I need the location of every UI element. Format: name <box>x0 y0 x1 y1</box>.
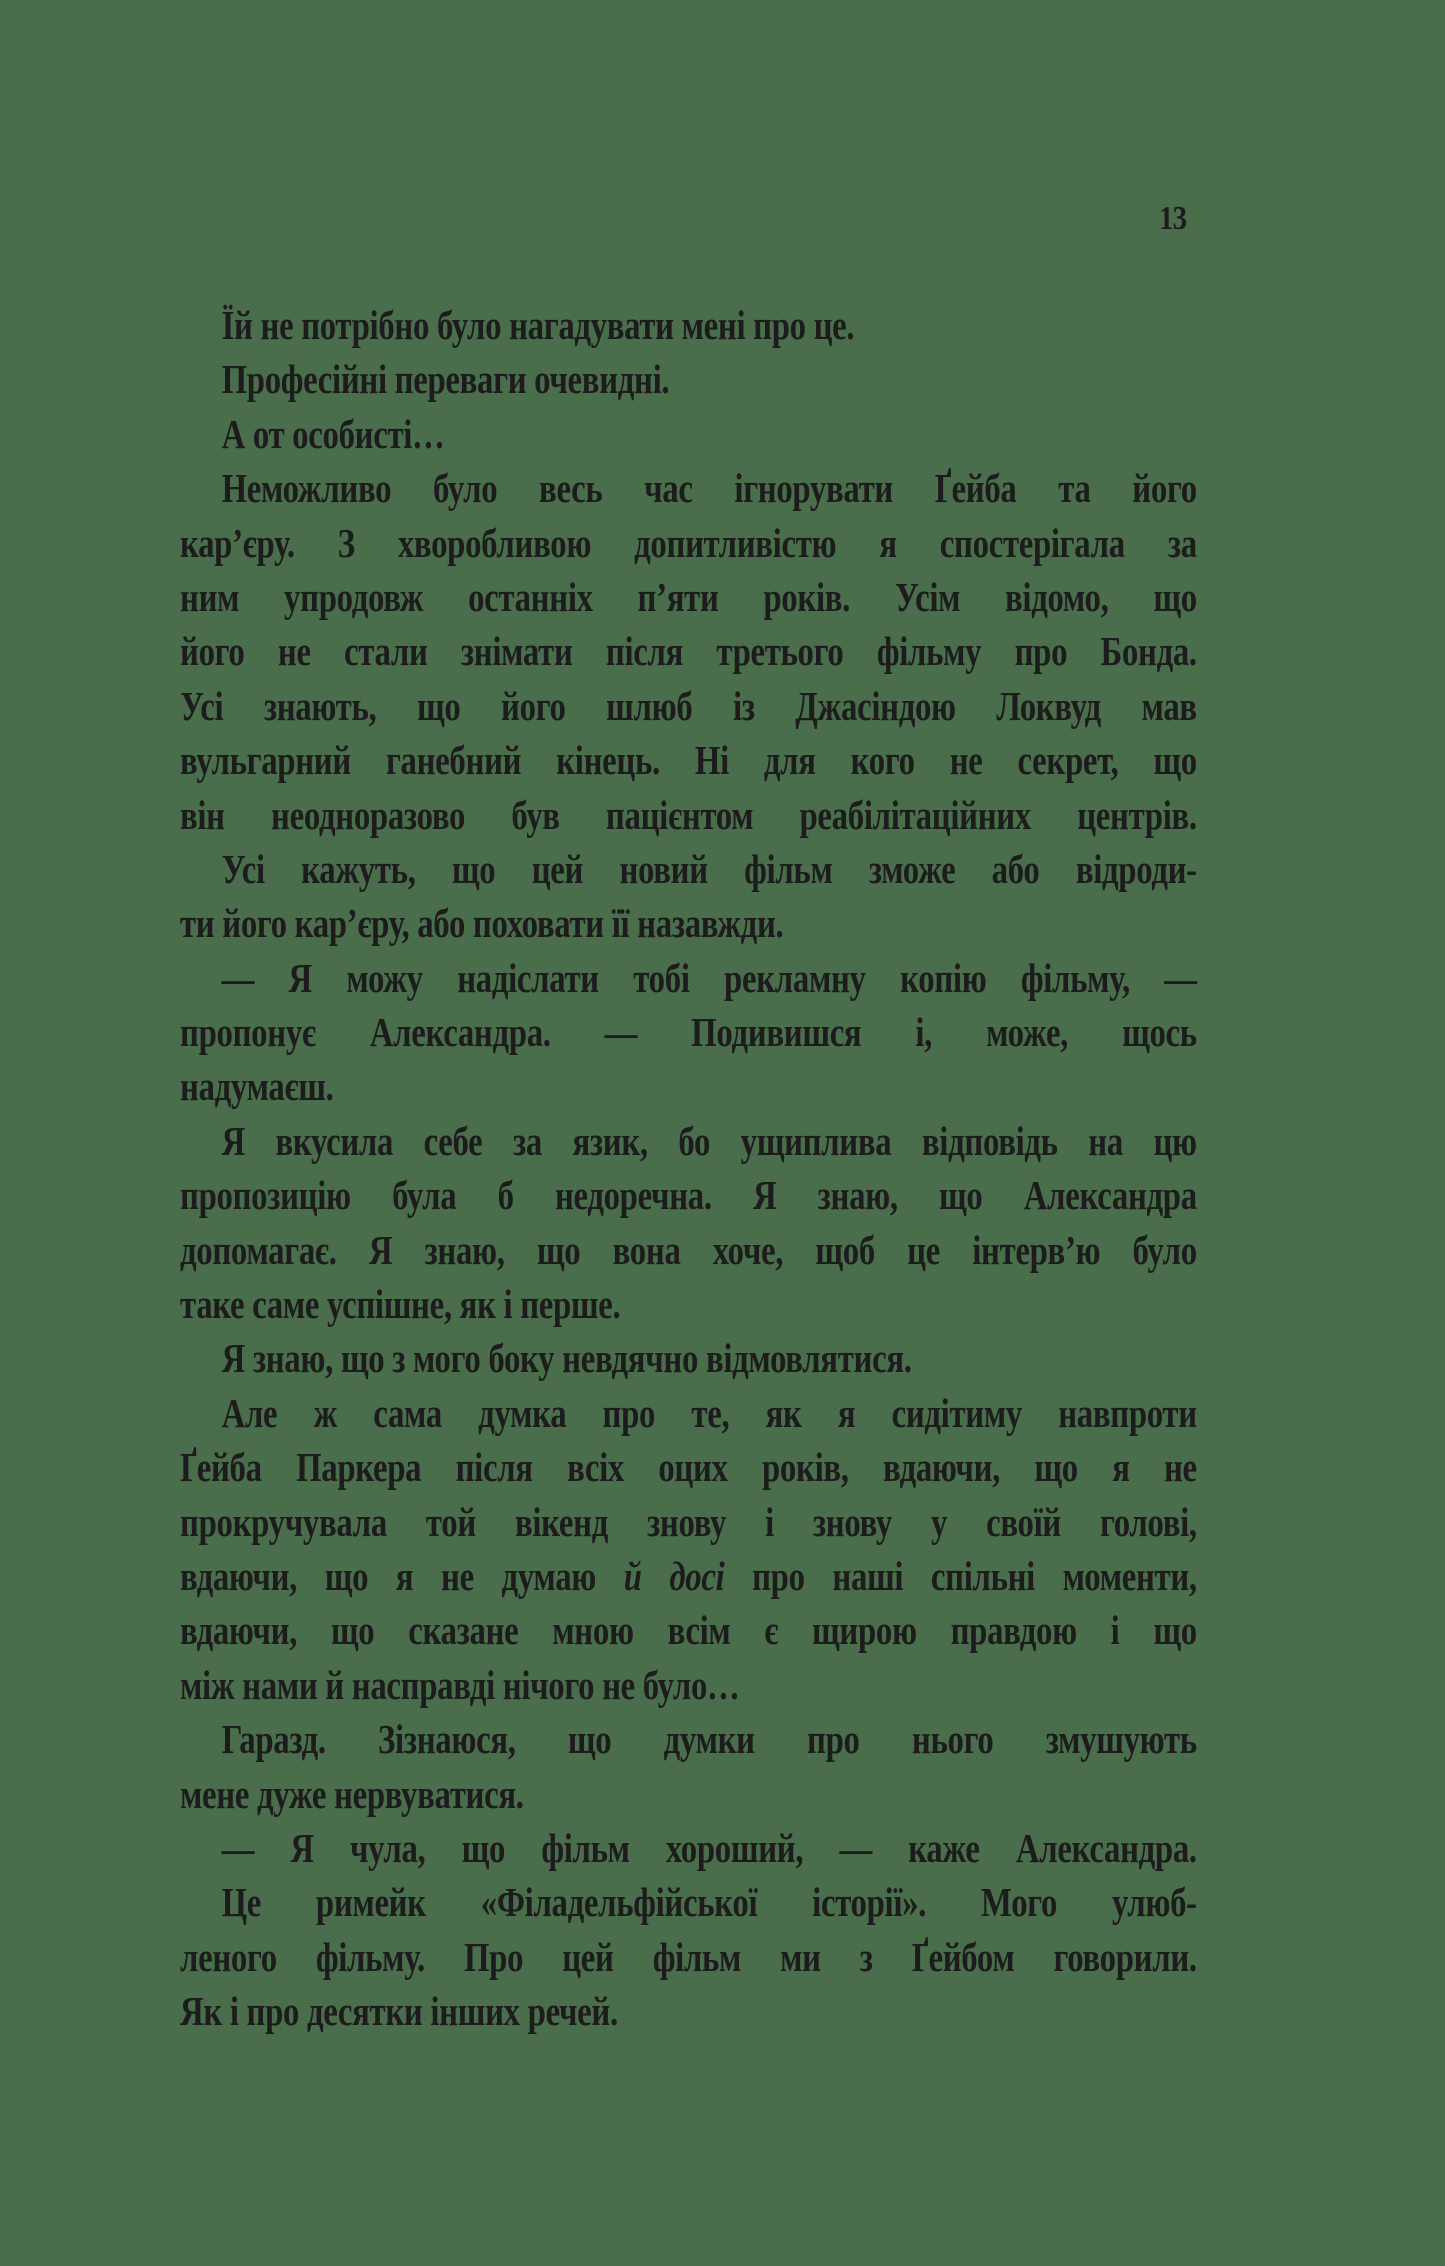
italic-emphasis: й досі <box>623 1552 725 1599</box>
text-line: Усі кажуть, що цей новий фільм зможе або відроди- <box>221 845 1197 892</box>
text-line: його не стали знімати після третього фільму про Бонда. <box>180 628 1197 675</box>
text-line: вульгарний ганебний кінець. Ні для кого не секрет, що <box>180 737 1197 784</box>
text-line: Це римейк «Філадельфійської історії». Мого улюб- <box>221 1879 1197 1926</box>
text-line: Але ж сама думка про те, як я сидітиму навпроти <box>221 1389 1197 1436</box>
text-line: А от особисті… <box>221 410 445 457</box>
text-line: допомагає. Я знаю, що вона хоче, щоб це інтерв’ю було <box>180 1226 1197 1273</box>
text-line: — Я чула, що фільм хороший, — каже Александра. <box>221 1824 1197 1871</box>
text-line-with-italic <box>180 1549 1197 1603</box>
text-line: Як і про десятки інших речей. <box>180 1988 618 2035</box>
text-segment: про наші спільні моменти, <box>724 1552 1197 1599</box>
page-number: 13 <box>1159 200 1187 237</box>
text-line: мене дуже нервуватися. <box>180 1770 524 1817</box>
text-line: леного фільму. Про цей фільм ми з Ґейбом говорили. <box>180 1933 1197 1980</box>
text-line: Я вкусила себе за язик, бо ущиплива відповідь на цю <box>221 1117 1197 1164</box>
text-line: Усі знають, що його шлюб із Джасіндою Локвуд мав <box>180 682 1197 729</box>
text-line: Гаразд. Зізнаюся, що думки про нього змушують <box>221 1716 1197 1763</box>
text-line: — Я можу надіслати тобі рекламну копію фільму, — <box>221 954 1197 1001</box>
text-line: таке саме успішне, як і перше. <box>180 1281 621 1328</box>
body-text <box>180 298 1197 2039</box>
text-line: надумаєш. <box>180 1063 334 1110</box>
text-line: він неодноразово був пацієнтом реабілітаційних центрів. <box>180 791 1197 838</box>
text-line: вдаючи, що сказане мною всім є щирою правдою і що <box>180 1607 1197 1654</box>
text-line: Я знаю, що з мого боку невдячно відмовлятися. <box>221 1335 912 1382</box>
text-line: між нами й насправді нічого не було… <box>180 1661 740 1708</box>
text-line: Неможливо було весь час ігнорувати Ґейба та його <box>221 465 1197 512</box>
text-line: ти його кар’єру, або поховати її назавжди. <box>180 900 784 947</box>
text-line: пропозицію була б недоречна. Я знаю, що Александра <box>180 1172 1197 1219</box>
text-line: Ґейба Паркера після всіх оцих років, вдаючи, що я не <box>180 1444 1197 1491</box>
text-line: Професійні переваги очевидні. <box>221 356 670 403</box>
text-line: кар’єру. З хворобливою допитливістю я спостерігала за <box>180 519 1197 566</box>
text-segment: вдаючи, що я не думаю <box>180 1552 624 1599</box>
text-line: пропонує Александра. — Подивишся і, може, щось <box>180 1009 1197 1056</box>
text-line: прокручувала той вікенд знову і знову у своїй голові, <box>180 1498 1197 1545</box>
text-line: ним упродовж останніх п’яти років. Усім відомо, що <box>180 573 1197 620</box>
text-line: Їй не потрібно було нагадувати мені про це. <box>221 302 855 348</box>
